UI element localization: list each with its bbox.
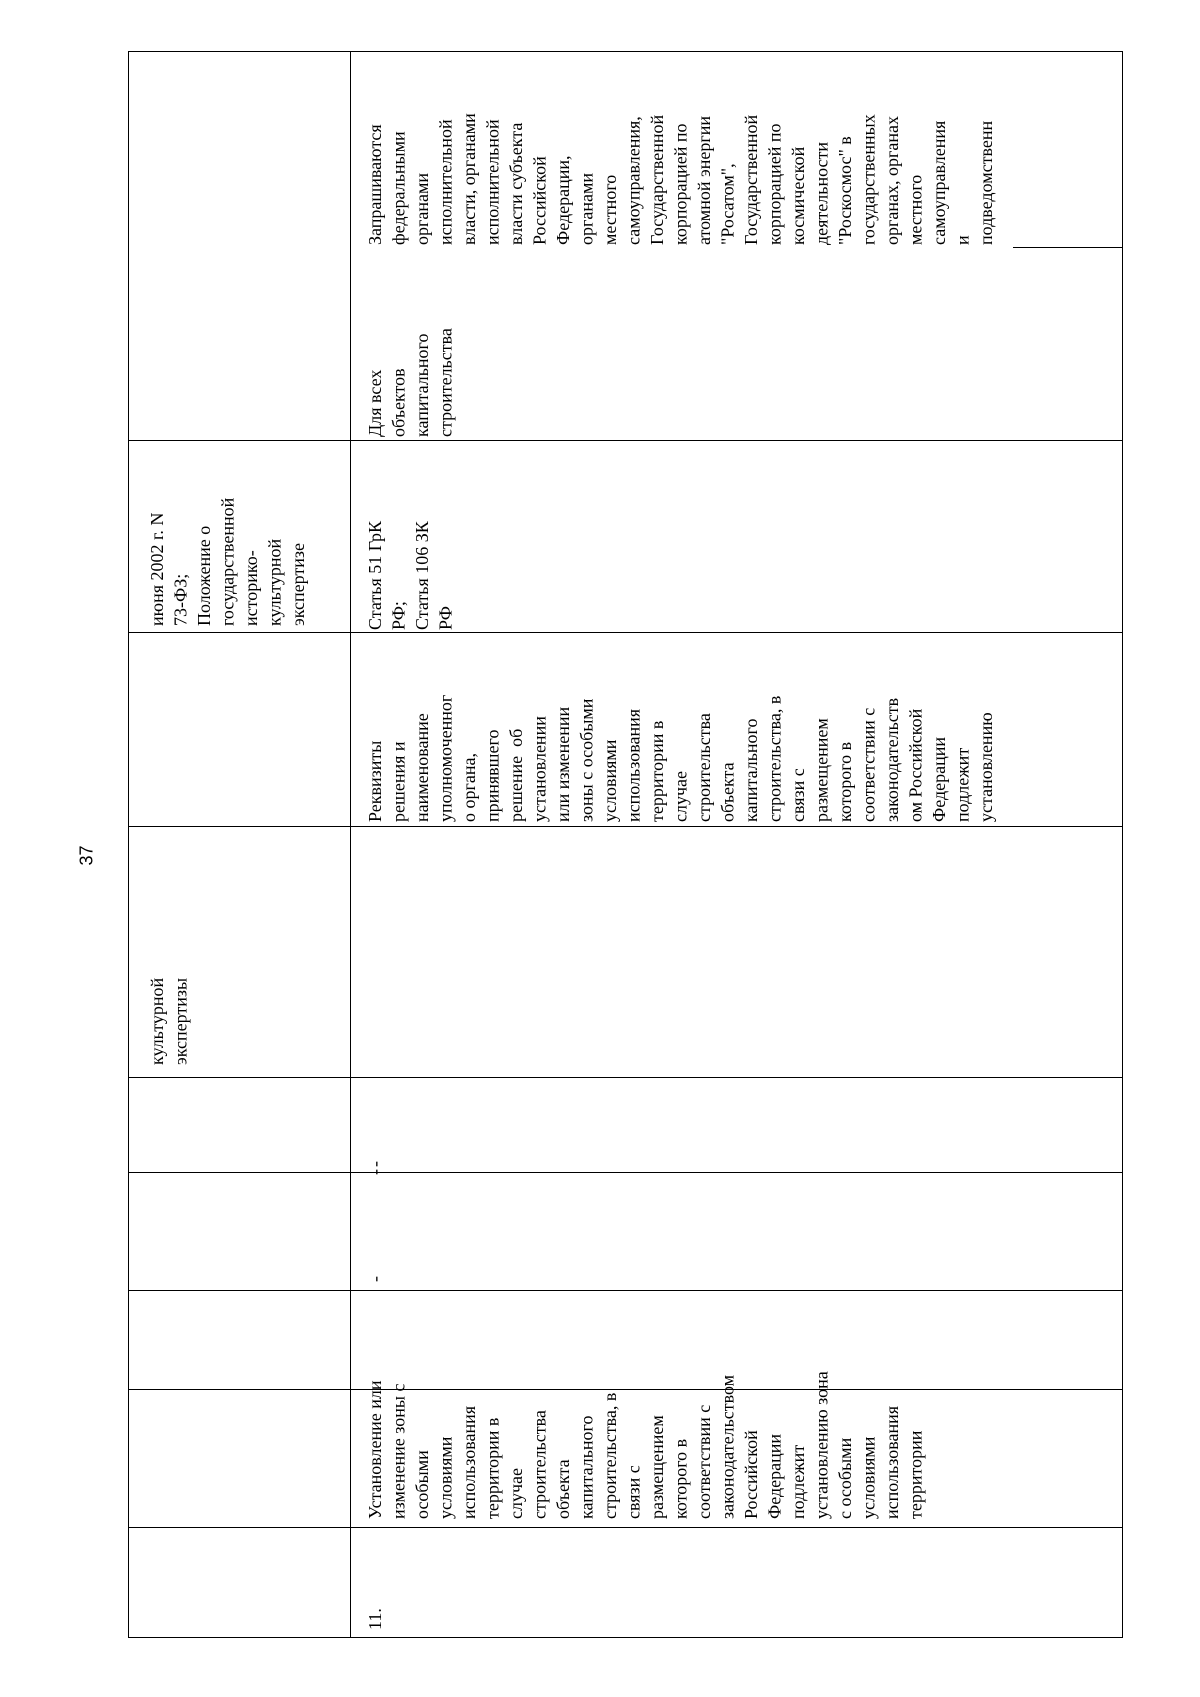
document-details-cell: Реквизиты решения и наименование уполномоченног о органа, принявшего решение об установлении или изменении зоны с особыми условиями использования территории в случае строительства объекта капитального строительства, в связи с размещением которого в соответствии с законодательств ом Российской Федерации подлежит установлению: [365, 694, 996, 822]
legal-basis-cell: Статья 51 ГрК РФ; Статья 106 ЗК РФ: [365, 520, 456, 630]
column-separator: [128, 826, 1123, 827]
applicability-cell: Для всех объектов капитального строительства: [365, 328, 456, 437]
column-separator: [128, 1172, 1123, 1173]
column-separator: [128, 440, 1123, 441]
row-divider: [350, 51, 351, 1638]
table-right-border: [1122, 51, 1123, 1638]
dash-cell: -: [365, 1169, 385, 1175]
table-left-border: [128, 51, 129, 1638]
column-separator: [128, 1527, 1123, 1528]
requested-by-cell: Запрашиваются федеральными органами исполнительной власти, органами исполнительной власти субъекта Российской Федерации, органами местного самоуправления, Государственной корпорацией по атомной энергии "Росатом", Государственной корпорацией по космической деятельности "Роскосмос" в государственных органах, органах местного самоуправления и подведомственн: [365, 113, 996, 245]
column-separator: [128, 632, 1123, 633]
dash-cell: -: [365, 1161, 385, 1167]
row-number-cell: 11.: [365, 1608, 385, 1630]
service-name-cell: Установление или изменение зоны с особыми условиями использования территории в случае строительства объекта капитального строительства, в связи с размещением которого в соответствии с законодательством Российской Федерации подлежит установлению зона с особыми условиями использования территории: [365, 1371, 926, 1519]
table-bottom-border: [128, 1637, 1123, 1638]
prev-row-expertise-cell: культурной экспертизы: [147, 977, 191, 1065]
table-top-border: [128, 51, 1123, 52]
dash-cell: -: [365, 1276, 385, 1282]
column-separator: [128, 1290, 1123, 1291]
page-number: 37: [76, 845, 97, 866]
prev-row-law-cell: июня 2002 г. N 73-ФЗ; Положение о государственной историко- культурной экспертизе: [147, 497, 308, 626]
column-separator: [128, 1077, 1123, 1078]
column-separator: [1013, 247, 1123, 248]
